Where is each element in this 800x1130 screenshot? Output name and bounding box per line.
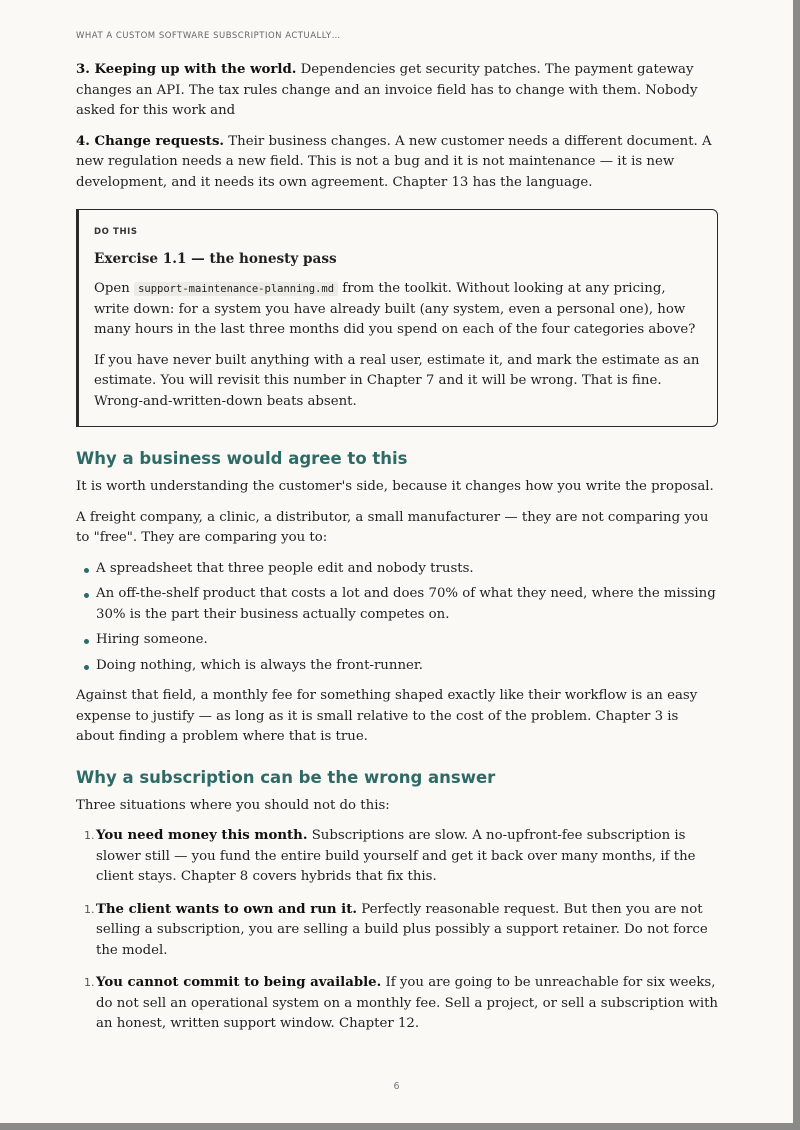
exercise-callout [76, 209, 718, 427]
list-number: 1. [84, 902, 95, 916]
paragraph: Three situations where you should not do this: [76, 797, 390, 813]
list-number: 1. [84, 829, 95, 842]
callout-text: Open [94, 281, 135, 296]
item-text: If you are going to be unreachable for six weeks, do not sell an operational system on a monthly fee. Sell a project, or sell a subscription with an honest, written support window. Chapter 12. [96, 975, 718, 1031]
paragraph: A freight company, a clinic, a distributor, a small manufacturer — they are not comparing you to "free". They are comparing you to: [76, 509, 709, 545]
list-number: 1. [84, 976, 95, 989]
heading-why-agree: Why a business would agree to this [76, 449, 408, 468]
paragraph: Against that field, a monthly fee for something shaped exactly like their workflow is an easy expense to justify — as long as it is small relative to the cost of the problem. Chapter 3 is about finding a problem where that is true. [76, 688, 698, 744]
list-item [84, 826, 718, 888]
callout-text: from the toolkit. Without looking at any pricing, write down: for a system you have already built (any system, even a personal one), how many hours in the last three months did you spend on each of the four categories above? [94, 281, 696, 337]
item-lead: You need money this month. [96, 828, 308, 843]
item-lead: 4. Change requests. [76, 133, 225, 149]
callout-paragraph-2: If you have never built anything with a real user, estimate it, and mark the estimate as an estimate. You will revisit this number in Chapter 7 and it will be wrong. That is fine. Wrong-and-written-down beats absent. [94, 352, 700, 409]
item-text: Subscriptions are slow. A no-upfront-fee subscription is slower still — you fund the entire build yourself and get it back over many months, if the client stays. Chapter 8 covers hybrids that fix this. [96, 828, 696, 884]
item-lead: You cannot commit to being available. [96, 975, 382, 990]
callout-title: Exercise 1.1 — the honesty pass [94, 250, 337, 267]
heading-why-wrong: Why a subscription can be the wrong answer [76, 767, 496, 787]
callout-paragraph-1 [94, 279, 702, 341]
list-item [84, 900, 718, 962]
paragraph: It is worth understanding the customer's side, because it changes how you write the proposal. [76, 479, 714, 494]
item-lead: 3. Keeping up with the world. [76, 62, 297, 77]
bullet-list [76, 559, 718, 677]
list-item: An off-the-shelf product that costs a lot and does 70% of what they need, where the missing 30% is the part their business actually competes on. [96, 584, 718, 625]
page-content [76, 60, 718, 1047]
list-item: Hiring someone. [96, 630, 718, 651]
numbered-list [76, 826, 718, 1035]
paragraph-keeping-up [76, 60, 718, 122]
item-lead: The client wants to own and run it. [96, 901, 357, 917]
page-number: 6 [393, 1081, 400, 1092]
running-head: WHAT A CUSTOM SOFTWARE SUBSCRIPTION ACTUALLY… [76, 31, 341, 41]
list-item [84, 973, 718, 1035]
file-name-code: support-maintenance-planning.md [134, 282, 338, 296]
list-item: A spreadsheet that three people edit and nobody trusts. [96, 559, 718, 580]
callout-label: DO THIS [94, 227, 138, 237]
paragraph-change-requests [76, 132, 718, 194]
item-text: Dependencies get security patches. The payment gateway changes an API. The tax rules change and an invoice field has to change with them. Nobody asked for this work and [76, 62, 698, 118]
item-text: Their business changes. A new customer needs a different document. A new regulation needs a new field. This is not a bug and it is not maintenance — it is new development, and it needs its own agreement. Chapter 13 has the language. [76, 133, 712, 190]
list-item: Doing nothing, which is always the front-runner. [96, 656, 718, 677]
item-text: Perfectly reasonable request. But then you are not selling a subscription, you are selling a build plus possibly a support retainer. Do not force the model. [96, 901, 708, 958]
